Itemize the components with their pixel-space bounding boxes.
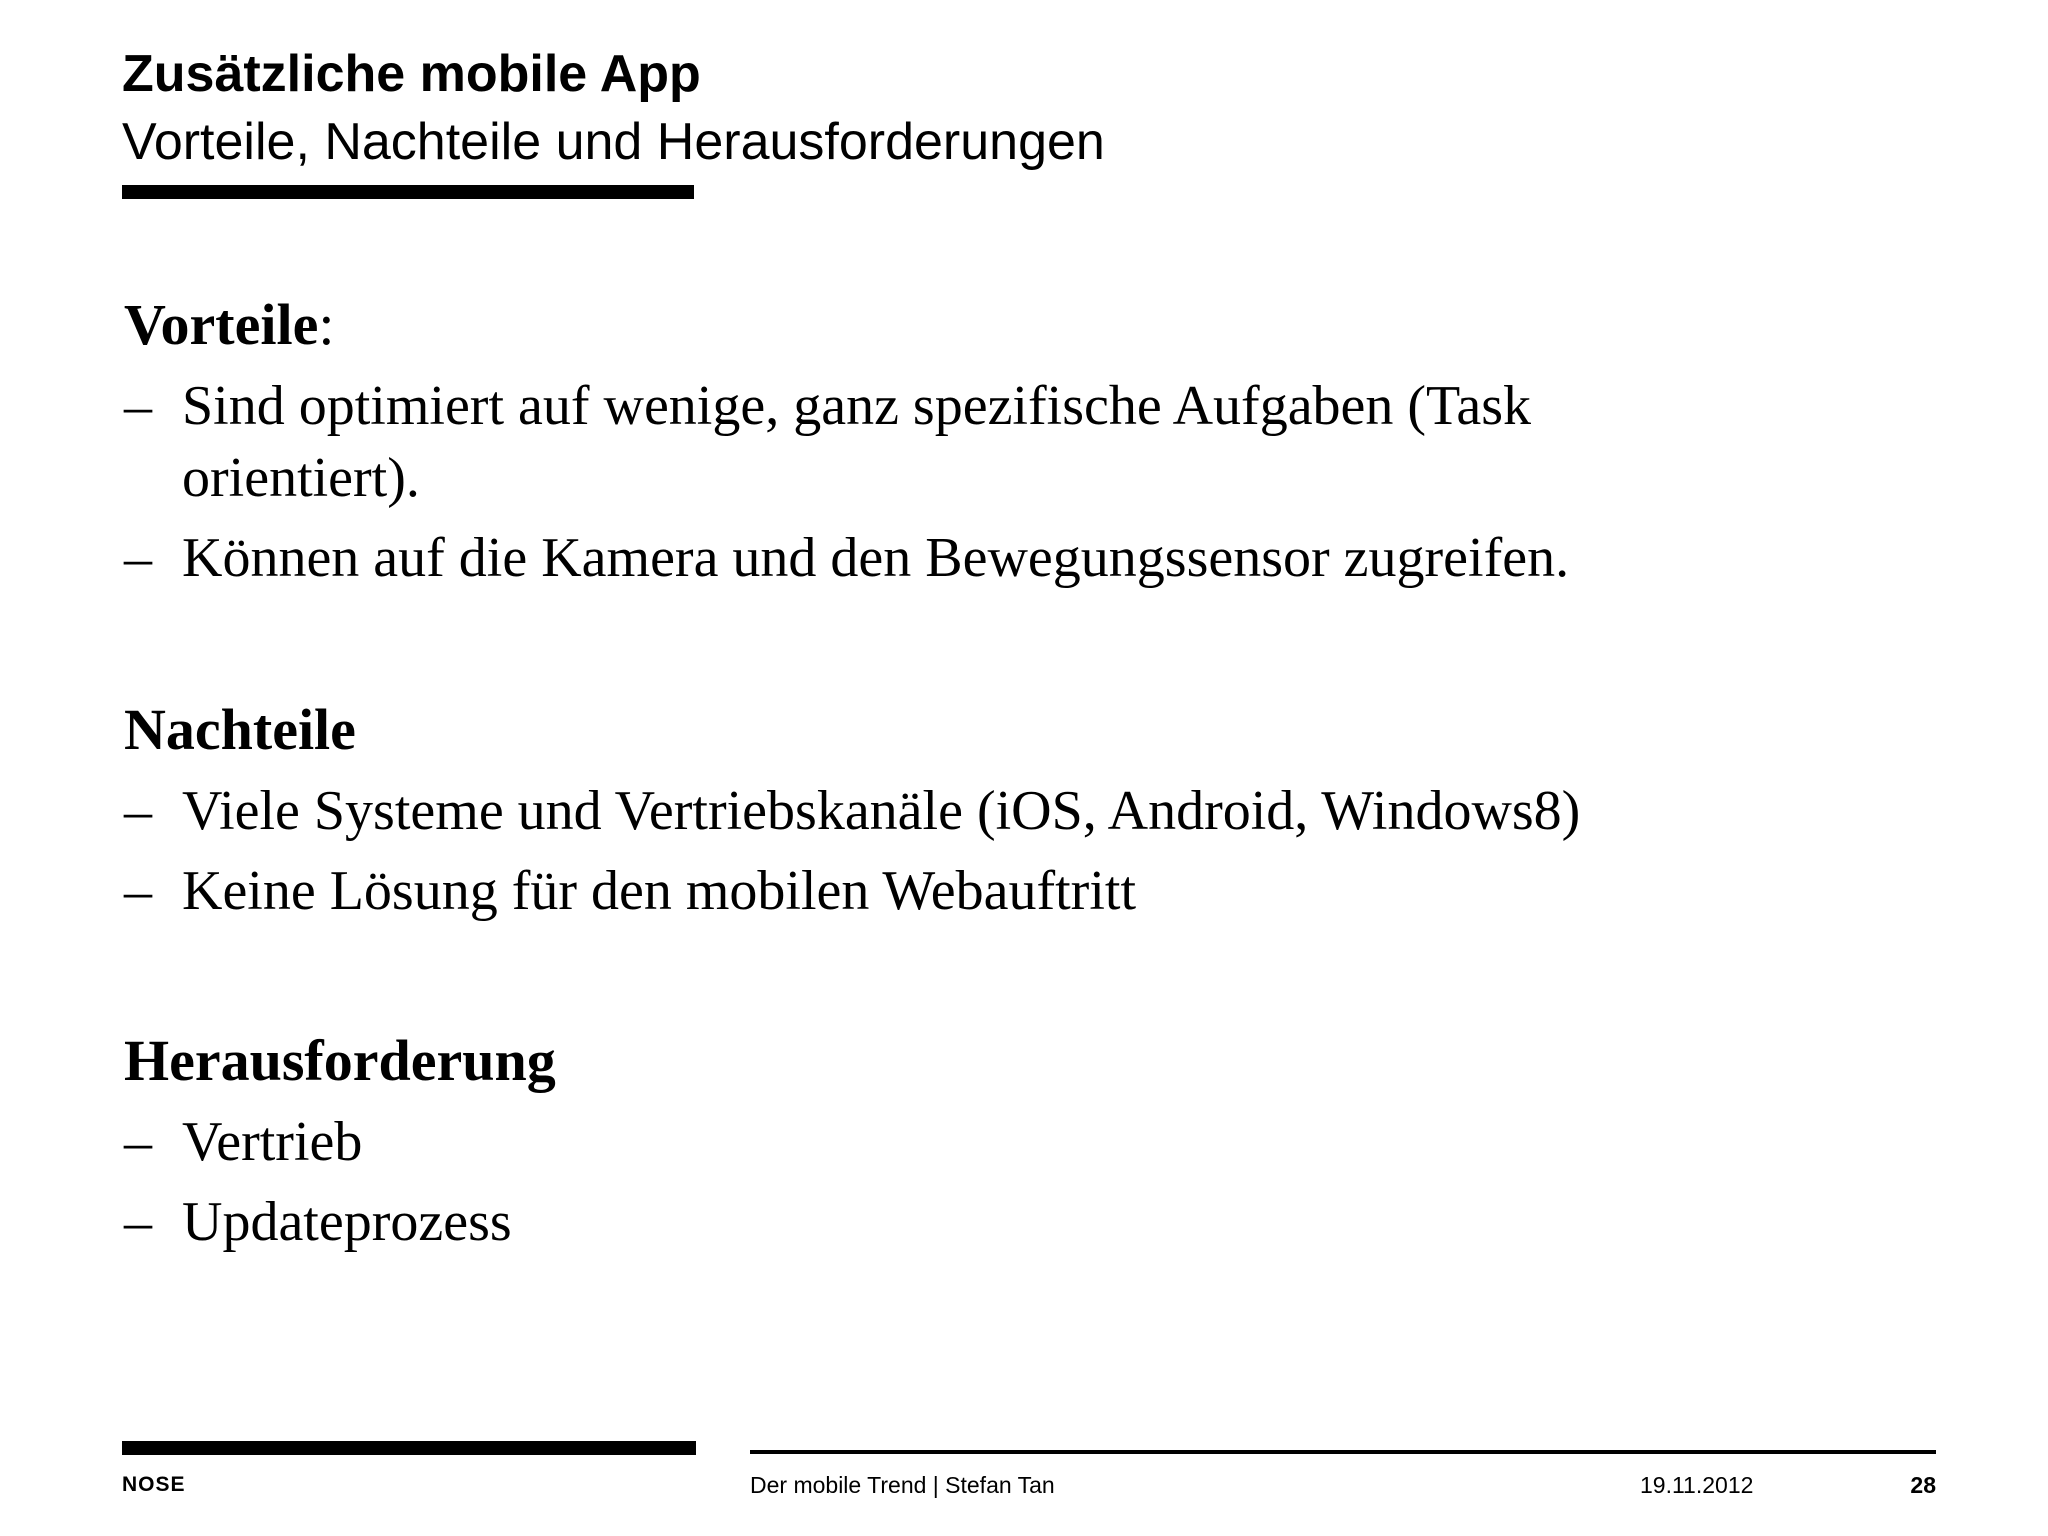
bullet-dash: – [124,375,152,437]
list-item-text: Keine Lösung für den mobilen Webauftritt [182,860,1136,922]
list-item-text: Updateprozess [182,1191,512,1253]
list-item [124,1106,1824,1178]
list-item [124,1186,1824,1258]
footer-topic: Der mobile Trend | Stefan Tan [750,1472,1055,1498]
list-item-text: Viele Systeme und Vertriebskanäle (iOS, Android, Windows8) [182,780,1581,842]
section-heading-colon: : [318,292,335,357]
section-nachteile [124,695,1824,935]
section-heading [124,1026,1824,1096]
list-item [124,370,1762,514]
footer-divider-left [122,1441,696,1455]
section-heading-text: Vorteile [124,292,319,357]
footer-divider-right [750,1450,1936,1454]
slide-header [122,40,1522,176]
slide-title: Zusätzliche mobile App [122,45,701,103]
footer-date: 19.11.2012 [1640,1472,1754,1498]
bullet-dash: – [124,860,152,922]
section-herausforderung [124,1026,1824,1266]
section-heading [124,290,1824,360]
list-item-text: Können auf die Kamera und den Bewegungssensor zugreifen. [182,527,1570,589]
slide-subtitle: Vorteile, Nachteile und Herausforderungen [122,113,1105,171]
bullet-dash: – [124,1191,152,1253]
header-divider [122,185,694,199]
list-item-text: Sind optimiert auf wenige, ganz spezifische Aufgaben (Task orientiert). [182,375,1532,509]
bullet-dash: – [124,527,152,589]
bullet-dash: – [124,1111,152,1173]
list-item [124,775,1824,847]
section-heading-text: Herausforderung [124,1028,556,1093]
list-item [124,522,1824,594]
page-number: 28 [1910,1472,1936,1498]
list-item-text: Vertrieb [182,1111,363,1173]
section-heading [124,695,1824,765]
section-heading-text: Nachteile [124,697,356,762]
footer-logo: NOSE [122,1473,186,1496]
section-vorteile [124,290,1824,602]
bullet-dash: – [124,780,152,842]
list-item [124,855,1824,927]
